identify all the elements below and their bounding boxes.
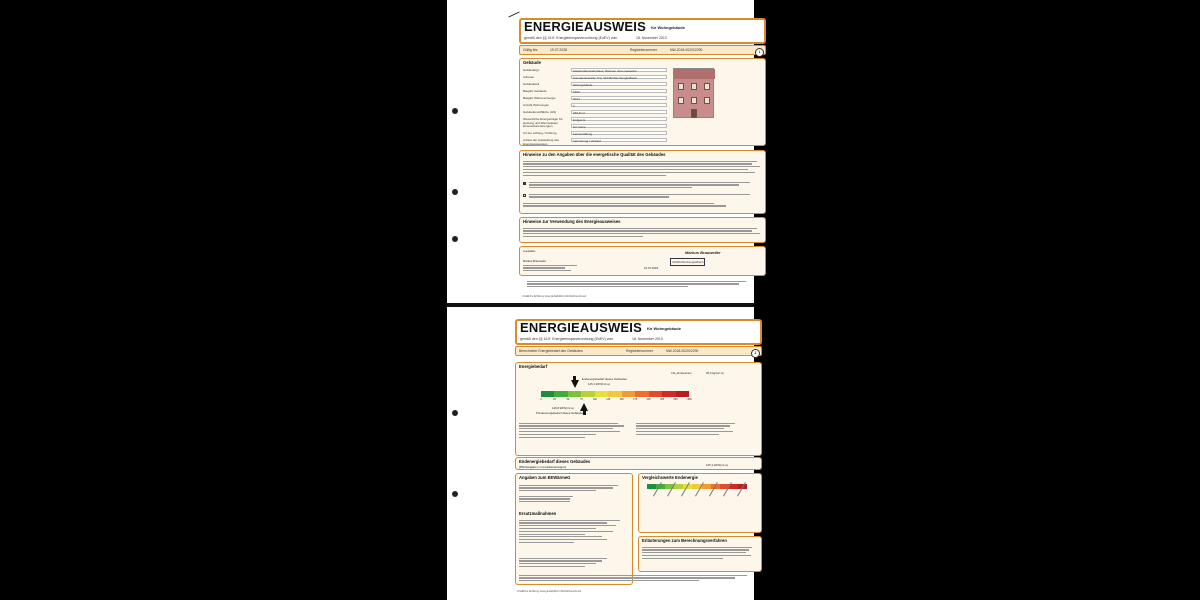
- legal-basis: gemäß den §§ 16 ff. Energieeinsparverordnung (EnEV) vom: [524, 36, 618, 40]
- building-row-label: Wesentliche Energieträger für Heizung und Warmwasser: [523, 117, 563, 125]
- building-section: [519, 58, 766, 146]
- scale-tick-label: 175: [633, 398, 638, 401]
- valid-until-value: 19.07.2028: [550, 48, 567, 52]
- section-title: Energiebedarf: [519, 364, 548, 369]
- end-energy-value: 125,1 kWh/(m²·a): [588, 382, 610, 386]
- building-row-value: Konstantinstraße 772, 41238 Mönchengladbach: [571, 75, 667, 79]
- legal-basis: gemäß den §§ 16 ff. Energieeinsparverordnung (EnEV) vom: [520, 337, 614, 341]
- punch-hole: [452, 108, 458, 114]
- building-photo: [673, 68, 714, 118]
- scale-tick-label: 0: [540, 398, 542, 401]
- scale-tick-label: 50: [566, 398, 570, 401]
- requirements-text: [519, 421, 629, 439]
- building-row-label: Baujahr Gebäude: [523, 89, 547, 93]
- building-row-value: 260,8 m²: [571, 110, 667, 114]
- section-title: Vergleichswerte Endenergie: [642, 475, 698, 480]
- section-title: Hinweise zur Verwendung des Energieausweises: [523, 219, 621, 224]
- registration-number: NW-2018-002002290: [670, 48, 703, 52]
- building-row-value: 2: [571, 103, 667, 107]
- building-row-label: Anzahl Wohnungen: [523, 103, 550, 107]
- building-row-label: Baujahr Wärmeerzeuger: [523, 96, 556, 100]
- section-title: Angaben zum EEWärmeG: [519, 475, 571, 480]
- building-row-label: Gebäudetyp: [523, 68, 540, 72]
- scale-tick-label: 225: [660, 398, 665, 401]
- scale-segment: [674, 484, 683, 489]
- punch-hole: [452, 410, 458, 416]
- page-2: [447, 307, 757, 600]
- scale-segment: [647, 484, 656, 489]
- issue-date: 19.07.2018: [644, 266, 658, 270]
- scale-tick-label: >250: [686, 398, 692, 401]
- end-energy-box-value: 125,1 kWh/(m²·a): [706, 463, 728, 467]
- hints-section: [519, 150, 766, 214]
- page-title: ENERGIEAUSWEIS: [520, 320, 642, 335]
- measures-line: [519, 518, 629, 545]
- right-dark-margin: [754, 0, 1200, 600]
- co2-label: CO₂-Emissionen: [671, 371, 692, 375]
- section-title: Ersatzmaßnahmen: [519, 511, 557, 516]
- primary-energy-label: Primärenergiebedarf dieses Gebäudes: [536, 411, 585, 415]
- building-row-label: Adresse: [523, 75, 535, 79]
- eew-text: [519, 483, 629, 493]
- page-number-badge: 1: [755, 48, 764, 57]
- compare-section: [638, 473, 762, 533]
- certificate-header: [519, 18, 766, 44]
- registration-bar: [519, 45, 766, 55]
- building-row-label: Gebäudeteil: [523, 82, 540, 86]
- building-type-label: für Wohngebäude: [651, 25, 685, 30]
- building-row-value: Fensterlüftung: [571, 131, 667, 135]
- issuer-name: Markus Brauweiler: [523, 259, 547, 263]
- scale-tick-label: 200: [646, 398, 651, 401]
- regulation-date: 18. November 2013: [632, 337, 663, 341]
- section-title: Endenergiebedarf dieses Gebäudes: [519, 459, 591, 464]
- scale-tick-label: 125: [606, 398, 611, 401]
- eew-line: [519, 494, 579, 504]
- measures-line: [519, 556, 629, 569]
- page-footer: Inhaltliche Erfüllung: Energiehaftpflicht Wohlfahrtsverbund: [517, 590, 582, 593]
- building-row-value: Art: keine: [571, 124, 667, 128]
- signature: Markus Brauweiler: [685, 250, 721, 255]
- issuer-label: Aussteller:: [523, 249, 537, 253]
- eewaermeg-section: [515, 473, 633, 585]
- page-1: [447, 0, 761, 303]
- method-section: [638, 536, 762, 572]
- footnotes: [527, 279, 757, 289]
- method-text: [642, 545, 758, 561]
- checkbox-row: [523, 193, 528, 197]
- end-energy-label: Endenergiebedarf dieses Gebäudes: [582, 377, 627, 381]
- building-row-value: Vermietung / Verkauf: [571, 138, 667, 142]
- building-row-value: 2014: [571, 96, 667, 100]
- building-row-label: Art der Lüftung / Kühlung: [523, 131, 557, 135]
- hint-line: [523, 201, 762, 208]
- checkbox-row: [523, 181, 528, 185]
- footnotes: [519, 573, 759, 583]
- registration-bar: [515, 346, 762, 356]
- building-row-label: Gebäudenutzfläche (AN): [523, 110, 557, 114]
- scale-ticks: [540, 391, 692, 401]
- scale-tick-label: 25: [553, 398, 556, 401]
- building-row-label: Erneuerbare Energien: [523, 124, 553, 128]
- section-title: Gebäude: [523, 60, 541, 65]
- building-row-value: Erdgas E: [571, 117, 667, 121]
- scale-tick-label: 75: [580, 398, 583, 401]
- page-number-badge: 2: [751, 349, 760, 358]
- co2-value: 35,0 kg/(m²·a): [706, 371, 724, 375]
- mandatory-note: [Pflichtangabe in Immobilienanzeigen]: [519, 465, 567, 469]
- scale-tick-label: 100: [592, 398, 597, 401]
- certificate-header: [515, 319, 762, 345]
- building-row-value: Wohngebäude: [571, 82, 667, 86]
- primary-energy-arrow: [580, 403, 588, 411]
- end-energy-arrow: [571, 380, 579, 388]
- valid-until-label: Gültig bis:: [523, 48, 539, 52]
- section-title: Erläuterungen zum Berechnungsverfahren: [642, 538, 727, 543]
- page-footer: Inhaltliche Erfüllung: Energiehaftpflicht Wohlfahrtsverbund: [522, 295, 587, 298]
- scale-tick-label: 150: [619, 398, 624, 401]
- punch-hole: [452, 189, 458, 195]
- section-title: Hinweise zu den Angaben über die energetische Qualität des Gebäudes: [523, 152, 666, 157]
- building-row-value: Zweifamilienwohnhaus, Wohnen ohne Gewerbe: [571, 68, 667, 72]
- usage-paragraph: [523, 226, 762, 239]
- registration-number: NW-2018-002002290: [666, 349, 699, 353]
- issuer-section: [519, 246, 766, 276]
- hints-paragraph: [523, 159, 762, 177]
- registration-label: Registriernummer: [626, 349, 653, 353]
- compare-labels: [647, 492, 747, 522]
- regulation-date: 18. November 2013: [636, 36, 667, 40]
- demand-label: Berechneter Energiebedarf des Gebäudes: [519, 349, 583, 353]
- usage-section: [519, 217, 766, 243]
- hint-line: [529, 192, 762, 199]
- procedure-text: [636, 421, 746, 437]
- issuer-stamp: 41238 Mönchengladbach: [672, 260, 704, 264]
- building-row-value: 1900: [571, 89, 667, 93]
- punch-hole: [452, 236, 458, 242]
- registration-label: Registriernummer: [630, 48, 657, 52]
- building-type-label: für Wohngebäude: [647, 326, 681, 331]
- building-row-label: Anlass der Ausstellung des Energieausweises: [523, 138, 560, 146]
- end-energy-section: [515, 457, 762, 470]
- issuer-address: [523, 263, 583, 273]
- primary-energy-value: 146,8 kWh/(m²·a): [552, 406, 574, 410]
- pen-mark: [508, 12, 519, 18]
- compare-scale-bar: [647, 484, 747, 489]
- page-title: ENERGIEAUSWEIS: [524, 19, 646, 34]
- hint-line: [529, 180, 762, 190]
- punch-hole: [452, 491, 458, 497]
- document-viewer[interactable]: [447, 0, 761, 600]
- left-dark-margin: [0, 0, 447, 600]
- scale-tick-label: 250: [673, 398, 678, 401]
- energy-demand-section: [515, 362, 762, 456]
